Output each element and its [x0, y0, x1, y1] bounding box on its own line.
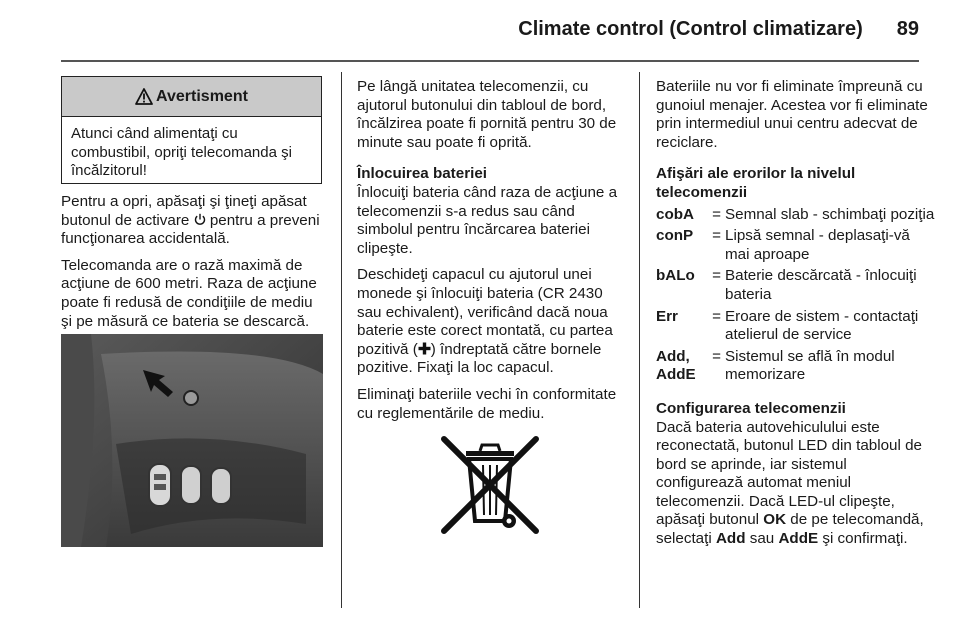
text: pentru a preveni funcţionarea accidentală. — [61, 211, 320, 248]
error-eq: = — [712, 347, 721, 365]
paragraph: Pe lângă unitatea telecomenzii, cu ajutorul butonului din tabloul de bord, încălzirea poate fi pornită pentru 30 de minute sau poate fi oprită. — [357, 78, 617, 151]
column-divider — [341, 72, 342, 608]
errors-heading: Afişări ale erorilor la nivelul telecomenzii — [656, 165, 856, 201]
text: Pentru a opri, apăsaţi şi ţineţi apăsat butonul de activare — [61, 193, 307, 229]
warning-heading-text: Avertisment — [156, 87, 248, 105]
error-code: Err — [656, 307, 678, 325]
text: sau — [749, 530, 775, 548]
column-divider — [639, 72, 640, 608]
page-title: Climate control (Control climatizare) — [518, 18, 863, 40]
table-row — [656, 206, 936, 228]
error-code: Add, AddE — [656, 347, 696, 384]
paragraph: Înlocuiţi bateria când raza de acţiune a telecomenzii s-a redus sau când simbolul pentru încărcarea bateriei clipeşte. — [357, 183, 618, 257]
page-number: 89 — [896, 18, 919, 40]
text: Deschideţi capacul cu ajutorul unei monede şi înlocuiţi bateria (CR 2430 sau echivalent), verificând dacă noua baterie este corect montată, cu partea pozitivă ( — [357, 266, 613, 358]
paragraph: Telecomanda are o rază maximă de acţiune de 600 metri. Raza de acţiune poate fi redusă de condiţiile de mediu şi pe măsură ce bateria se descarcă. — [61, 256, 317, 330]
paragraph: Bateriile nu vor fi eliminate împreună cu gunoiul menajer. Acestea vor fi eliminate prin intermediul unui centru adecvat de reciclare. — [656, 78, 928, 151]
error-desc: Semnal slab - schimbaţi poziţia — [725, 205, 935, 223]
dashboard-button-photo — [61, 334, 323, 547]
paragraph — [357, 266, 631, 378]
column-2 — [357, 78, 631, 431]
error-eq: = — [712, 227, 721, 245]
warning-triangle-icon — [135, 88, 153, 105]
table-row — [656, 308, 936, 348]
error-eq: = — [712, 307, 721, 325]
page-header — [0, 18, 919, 41]
battery-heading: Înlocuirea bateriei — [357, 165, 487, 183]
error-desc: Lipsă semnal - deplasaţi-vă mai aproape — [725, 227, 910, 263]
adde-label: AddE — [778, 530, 819, 548]
error-code: cobA — [656, 205, 694, 223]
paragraph — [61, 193, 325, 249]
error-eq: = — [712, 205, 721, 223]
add-label: Add — [715, 530, 746, 548]
paragraph — [656, 419, 936, 549]
warning-box — [61, 76, 322, 184]
text: de pe telecomandă, selectaţi — [656, 511, 924, 548]
errors-table — [656, 206, 936, 388]
header-rule — [61, 60, 919, 62]
table-row — [656, 267, 936, 307]
text: ) îndreptată către bornele pozitive. Fixaţi la loc capacul. — [357, 340, 602, 377]
power-button-icon — [194, 213, 206, 226]
text: Dacă bateria autovehiculului este reconectată, butonul LED din tabloul de bord se aprinde, iar sistemul configurează automat meniul telecomenzii. Dacă LED-ul clipeşte, apăsaţi butonul — [656, 418, 922, 529]
paragraph: Eliminaţi bateriile vechi în conformitate cu reglementările de mediu. — [357, 385, 617, 422]
text: şi confirmaţi. — [822, 530, 908, 548]
table-row — [656, 348, 936, 388]
column-3 — [656, 78, 936, 557]
error-desc: Baterie descărcată - înlocuiţi bateria — [725, 267, 917, 303]
error-desc: Eroare de sistem - contactaţi atelierul de service — [725, 307, 919, 344]
error-code: conP — [656, 227, 694, 245]
config-heading: Configurarea telecomenzii — [656, 399, 846, 417]
warning-heading — [62, 77, 321, 117]
ok-button-label: OK — [763, 511, 787, 529]
warning-body: Atunci când alimentaţi cu combustibil, opriţi telecomanda şi încălzitorul! — [71, 125, 292, 179]
column-1 — [61, 193, 325, 339]
error-code: bALo — [656, 267, 695, 285]
error-desc: Sistemul se află în modul memorizare — [725, 347, 895, 384]
error-eq: = — [712, 267, 721, 285]
dashboard-image — [61, 334, 323, 547]
crossed-out-bin-icon — [436, 433, 543, 535]
table-row — [656, 227, 936, 267]
plus-icon — [418, 342, 431, 355]
